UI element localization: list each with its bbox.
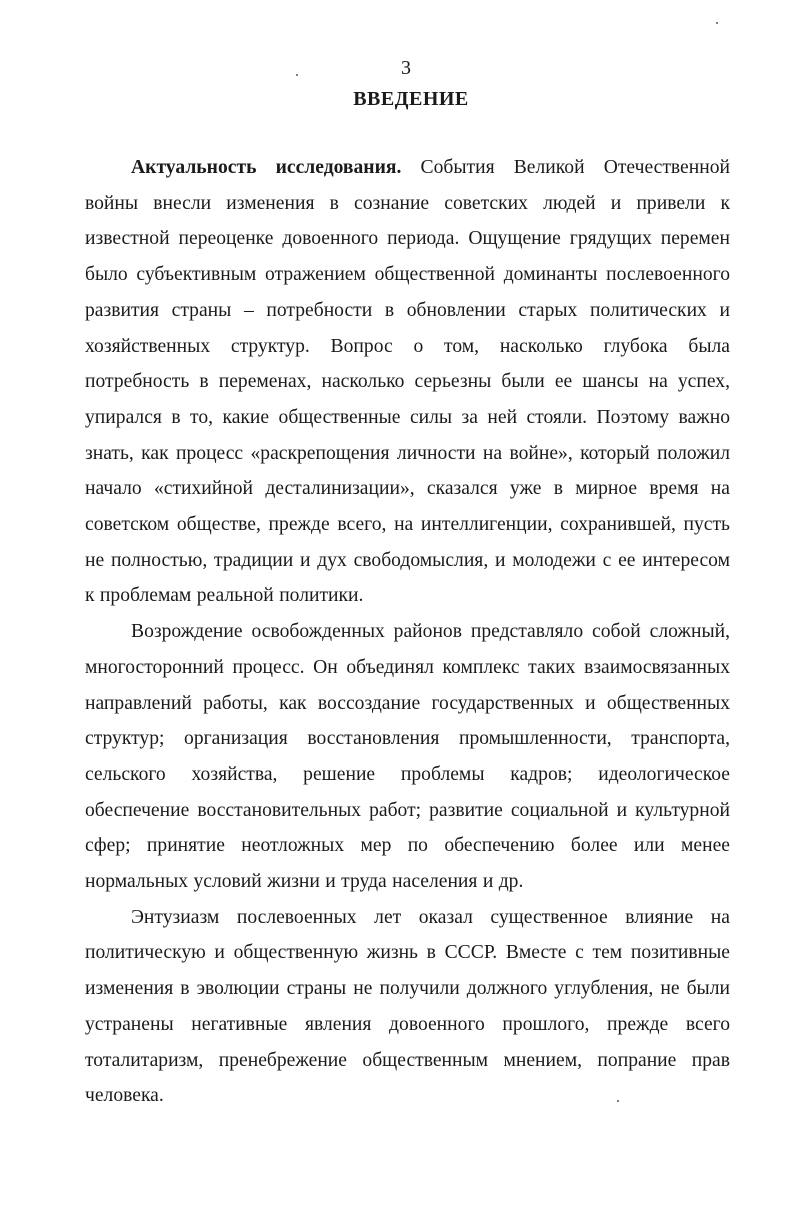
- scan-speck: [617, 1100, 619, 1102]
- scan-speck: [716, 22, 718, 24]
- page-title: ВВЕДЕНИЕ: [353, 88, 469, 110]
- paragraph-enthusiasm: Энтузиазм послевоенных лет оказал существенное влияние на политическую и общественную жизнь в СССР. Вместе с тем позитивные изменения в эволюции страны не получили должного углубления, не были устранены негативные явления довоенного прошлого, прежде всего тоталитаризм, пренебрежение общественным мнением, попрание прав человека.: [85, 906, 730, 1107]
- paragraph-relevance: [85, 150, 730, 614]
- scan-speck: [296, 74, 298, 76]
- paragraph-revival: Возрождение освобожденных районов представляло собой сложный, многосторонний процесс. Он объединял комплекс таких взаимосвязанных направлений работы, как воссоздание государственных и общественных структур; организация восстановления промышленности, транспорта, сельского хозяйства, решение проблемы кадров; идеологическое обеспечение восстановительных работ; развитие социальной и культурной сфер; принятие неотложных мер по обеспечению более или менее нормальных условий жизни и труда населения и др.: [85, 621, 730, 893]
- paragraph-relevance-text: События Великой Отечественной войны внесли изменения в сознание советских людей и привели к известной переоценке довоенного периода. Ощущение грядущих перемен было субъективным отражением общественной доминанты послевоенного развития страны – потребности в обновлении старых политических и хозяйственных структур. Вопрос о том, насколько глубока была потребность в переменах, насколько серьезны были ее шансы на успех, упирался в то, какие общественные силы за ней стояли. Поэтому важно знать, как процесс «раскрепощения личности на войне», который положил начало «стихийной десталинизации», сказался уже в мирное время на советском обществе, прежде всего, на интеллигенции, сохранившей, пусть не полностью, традиции и дух свободомыслия, и молодежи с ее интересом к проблемам реальной политики.: [85, 157, 730, 607]
- body-text: [85, 150, 730, 1114]
- paragraph-lead-heading: Актуальность исследования.: [131, 157, 402, 178]
- page-number: 3: [401, 57, 411, 79]
